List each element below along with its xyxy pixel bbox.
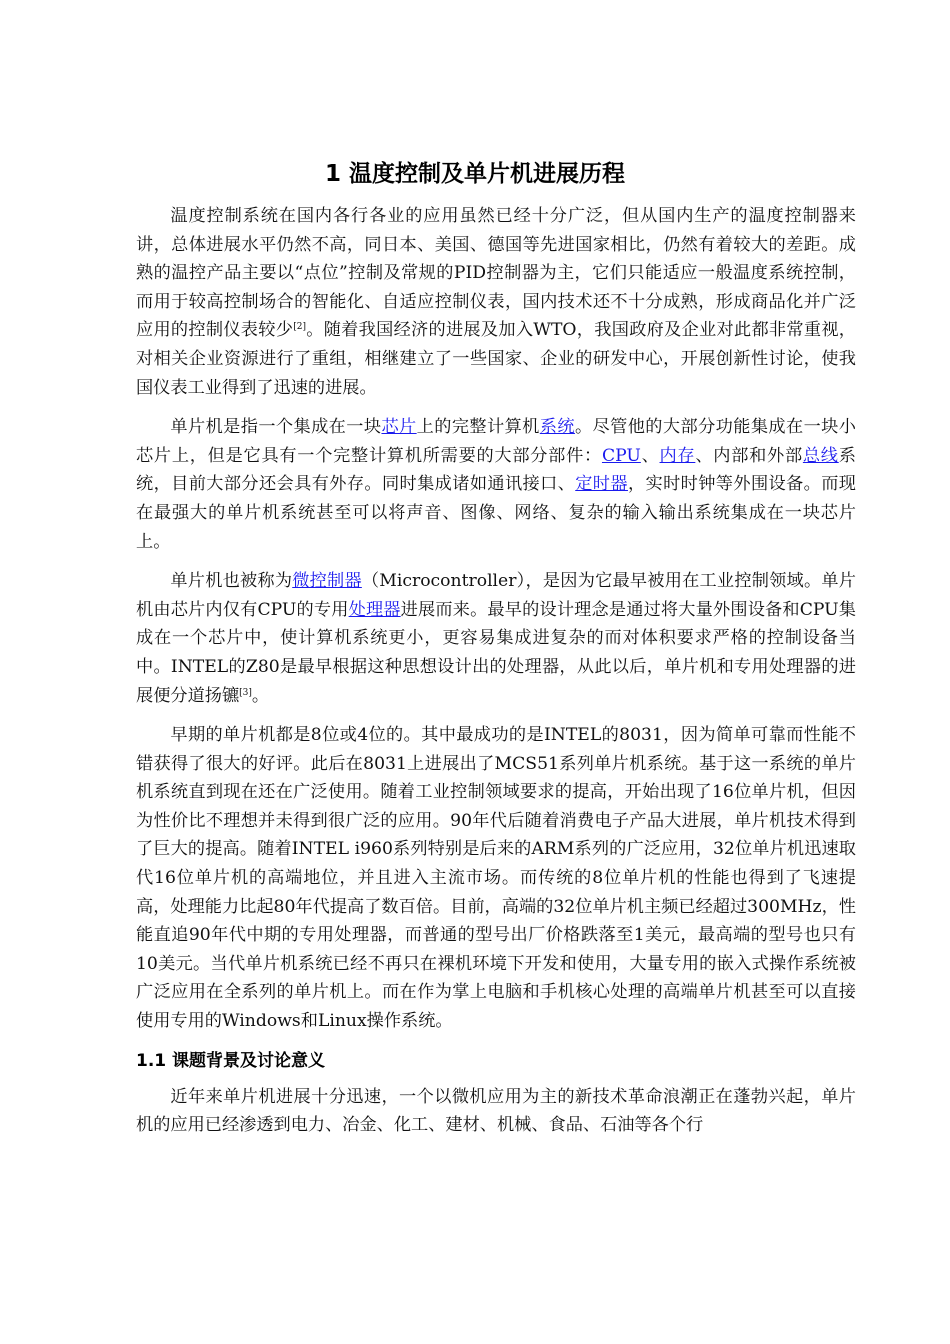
paragraph-mcu-history: 早期的单片机都是8位或4位的。其中最成功的是INTEL的8031，因为简单可靠而性能不错获得了很大的好评。此后在8031上进展出了MCS51系列单片机系统。基于这一系统的单片机系统直到现在还在广泛使用。随着工业控制领域要求的提高，开始出现了16位单片机，但因为性价比不理想并未得到很广泛的应用。90年代后随着消费电子产品大进展，单片机技术得到了巨大的提高。随着INTEL i960系列特别是后来的ARM系列的广泛应用，32位单片机迅速取代16位单片机的高端地位，并且进入主流市场。而传统的8位单片机的性能也得到了飞速提高，处理能力比起80年代提高了数百倍。目前，高端的32位单片机主频已经超过300MHz，性能直追90年代中期的专用处理器，而普通的型号出厂价格跌落至1美元，最高端的型号也只有10美元。当代单片机系统已经不再只在裸机环境下开发和使用，大量专用的嵌入式操作系统被广泛应用在全系列的单片机上。而在作为掌上电脑和手机核心处理的高端单片机甚至可以直接使用专用的Windows和Linux操作系统。	[136, 725, 856, 1032]
paragraph-microcontroller	[136, 567, 856, 710]
link-chip[interactable]: 芯片	[381, 417, 417, 438]
paragraph-text: 系统，目前大部分还会具有外存。同时集成诸如通讯接口、	[136, 445, 856, 495]
paragraph-mcu-definition	[136, 413, 856, 556]
paragraph-text: 单片机也被称为	[170, 571, 293, 592]
paragraph-text: 温度控制系统在国内各行各业的应用虽然已经十分广泛，但从国内生产的温度控制器来讲，总体进展水平仍然不高，同日本、美国、德国等先进国家相比，仍然有着较大的差距。成熟的温控产品主要以“点位”控制及常规的PID控制器为主，它们只能适应一般温度系统控制，而用于较高控制场合的智能化、自适应控制仪表，国内技术还不十分成熟，形成商品化并广泛应用的控制仪表较少	[136, 206, 856, 341]
paragraph-text: 、	[640, 445, 660, 466]
link-processor[interactable]: 处理器	[348, 599, 401, 620]
paragraph-text: 进展而来。最早的设计理念是通过将大量外围设备和CPU集成在一个芯片中，使计算机系统更小，更容易集成进复杂的而对体积要求严格的控制设备当中。INTEL的Z80是最早根据这种思想设计出的处理器，从此以后，单片机和专用处理器的进展便分道扬镳	[136, 599, 856, 706]
paragraph-text: 单片机是指一个集成在一块	[170, 417, 382, 438]
paragraph-text: （Microcontroller），是因为它最早被用在工业控制领域。单片机由芯片内仅有CPU的专用	[136, 571, 856, 620]
subsection-heading: 1.1 课题背景及讨论意义	[136, 1050, 326, 1071]
document-body	[136, 202, 856, 1151]
citation-ref: [2]	[293, 322, 306, 333]
link-system[interactable]: 系统	[539, 417, 575, 438]
paragraph-background: 近年来单片机进展十分迅速，一个以微机应用为主的新技术革命浪潮正在蓬勃兴起，单片机的应用已经渗透到电力、冶金、化工、建材、机械、食品、石油等各个行	[136, 1086, 856, 1136]
link-bus[interactable]: 总线	[802, 445, 839, 466]
link-cpu[interactable]: CPU	[601, 445, 641, 466]
link-memory[interactable]: 内存	[659, 445, 696, 466]
paragraph-text: 。	[251, 685, 270, 706]
paragraph-text: 上的完整计算机	[416, 417, 540, 438]
link-timer[interactable]: 定时器	[575, 474, 628, 495]
section-heading: 1 温度控制及单片机进展历程	[324, 161, 625, 187]
paragraph-temperature-control	[136, 202, 856, 402]
paragraph-text: 。随着我国经济的进展及加入WTO，我国政府及企业对此都非常重视，对相关企业资源进行了重组，相继建立了一些国家、企业的研发中心，开展创新性讨论，使我国仪表工业得到了迅速的进展。	[136, 320, 856, 398]
citation-ref: [3]	[239, 687, 252, 698]
paragraph-text: ，实时时钟等外围设备。而现在最强大的单片机系统甚至可以将声音、图像、网络、复杂的输入输出系统集成在一块芯片上。	[136, 474, 856, 552]
link-microcontroller[interactable]: 微控制器	[292, 571, 362, 592]
paragraph-text: 、内部和外部	[695, 445, 803, 466]
paragraph-text: 。尽管他的大部分功能集成在一块小芯片上，但是它具有一个完整计算机所需要的大部分部件：	[136, 417, 856, 466]
